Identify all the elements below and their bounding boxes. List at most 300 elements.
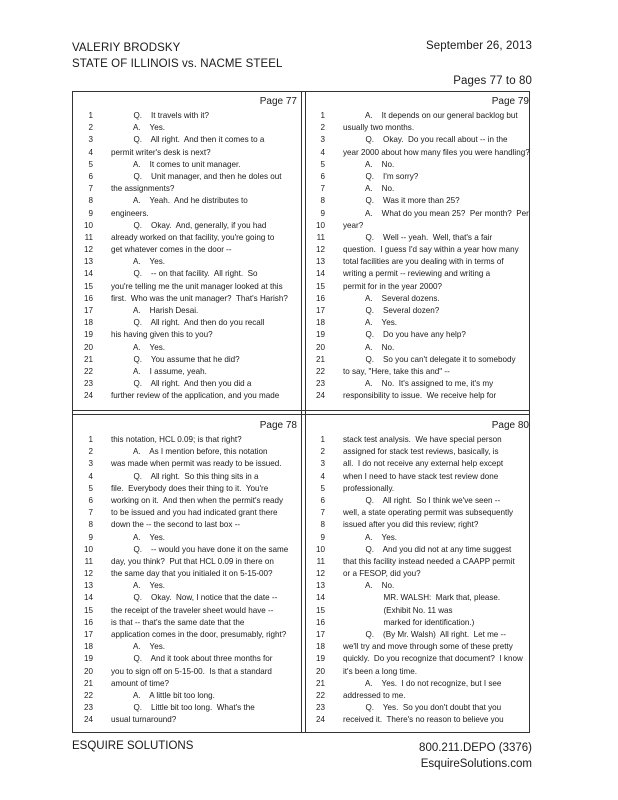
line-number: 21 <box>83 354 93 364</box>
line-number: 5 <box>88 483 93 493</box>
line-number: 2 <box>88 447 93 457</box>
transcript-line <box>309 446 531 458</box>
transcript-line <box>309 458 531 470</box>
transcript-line <box>77 446 299 458</box>
line-number: 22 <box>315 366 325 376</box>
line-number: 24 <box>315 391 325 401</box>
transcript-line <box>77 281 299 293</box>
transcript-line <box>77 532 299 544</box>
transcript-line <box>77 232 299 244</box>
transcript-line <box>309 281 531 293</box>
line-number: 6 <box>320 495 325 505</box>
line-text: A. A little bit too long. <box>111 690 215 700</box>
transcript-line <box>309 329 531 341</box>
transcript-line <box>309 666 531 678</box>
transcript-line <box>77 592 299 604</box>
line-text: received it. There's no reason to believe you <box>343 715 504 725</box>
line-number: 3 <box>320 135 325 145</box>
transcript-page-78 <box>77 418 299 730</box>
line-text: A. No. <box>343 159 395 169</box>
transcript-line <box>77 256 299 268</box>
line-number: 16 <box>83 293 93 303</box>
transcript-line <box>309 519 531 531</box>
line-text: the receipt of the traveler sheet would have -- <box>111 605 274 615</box>
line-text: A. Several dozens. <box>343 293 440 303</box>
line-text: Q. Was it more than 25? <box>343 196 460 206</box>
line-text: usually two months. <box>343 123 415 133</box>
transcript-line <box>309 544 531 556</box>
line-number: 1 <box>320 435 325 444</box>
transcript-line <box>309 690 531 702</box>
transcript-line <box>77 690 299 702</box>
line-number: 10 <box>83 220 93 230</box>
transcript-line <box>77 171 299 183</box>
transcript-line <box>77 519 299 531</box>
line-number: 15 <box>315 605 325 615</box>
line-number: 6 <box>320 171 325 181</box>
transcript-line <box>309 317 531 329</box>
transcript-line <box>77 702 299 714</box>
line-number: 16 <box>315 617 325 627</box>
line-number: 4 <box>320 471 325 481</box>
line-number: 4 <box>320 147 325 157</box>
transcript-line <box>309 568 531 580</box>
transcript-line <box>77 666 299 678</box>
line-text: his having given this to you? <box>111 330 213 340</box>
line-number: 21 <box>83 678 93 688</box>
line-number: 4 <box>88 147 93 157</box>
transcript-line <box>309 220 531 232</box>
line-number: 18 <box>315 642 325 652</box>
line-number: 1 <box>88 111 93 120</box>
line-text: Q. Do you have any help? <box>343 330 466 340</box>
line-text: permit writer's desk is next? <box>111 147 211 157</box>
line-text: A. No. <box>343 342 395 352</box>
line-text: the assignments? <box>111 184 175 194</box>
line-number: 22 <box>83 690 93 700</box>
line-number: 24 <box>83 391 93 401</box>
line-number: 15 <box>315 281 325 291</box>
line-text: you to sign off on 5-15-00. Is that a standard <box>111 666 272 676</box>
line-text: A. Yes. <box>343 532 397 542</box>
transcript-line <box>309 507 531 519</box>
line-text: Q. It travels with it? <box>111 111 210 120</box>
line-text: addressed to me. <box>343 690 406 700</box>
line-number: 14 <box>83 269 93 279</box>
line-text: quickly. Do you recognize that document? I know <box>343 654 523 664</box>
line-number: 3 <box>88 459 93 469</box>
transcript-line <box>309 208 531 220</box>
line-text: A. Yes. <box>111 123 165 133</box>
line-number: 2 <box>320 447 325 457</box>
line-text: MR. WALSH: Mark that, please. <box>343 593 501 603</box>
line-number: 23 <box>315 703 325 713</box>
transcript-line <box>309 605 531 617</box>
line-text: A. No. <box>343 581 395 591</box>
transcript-line <box>77 110 299 122</box>
line-number: 18 <box>315 318 325 328</box>
transcript-line <box>309 171 531 183</box>
line-text: Q. All right. And then do you recall <box>111 318 265 328</box>
transcript-line <box>77 220 299 232</box>
transcript-line <box>309 354 531 366</box>
line-number: 13 <box>83 257 93 267</box>
row-divider <box>73 414 529 415</box>
line-number: 15 <box>83 281 93 291</box>
line-number: 4 <box>88 471 93 481</box>
footer-contact <box>419 740 532 772</box>
line-number: 9 <box>320 208 325 218</box>
line-text: to be issued and you had indicated grant there <box>111 508 278 518</box>
line-number: 14 <box>83 593 93 603</box>
transcript-line <box>309 580 531 592</box>
line-number: 19 <box>315 330 325 340</box>
line-text: Q. -- on that facility. All right. So <box>111 269 258 279</box>
line-text: Q. All right. So this thing sits in a <box>111 471 259 481</box>
line-number: 8 <box>320 520 325 530</box>
transcript-line <box>77 183 299 195</box>
transcript-line <box>77 134 299 146</box>
transcript-line <box>309 159 531 171</box>
transcript-page-79 <box>309 94 531 406</box>
transcript-line <box>309 617 531 629</box>
line-text: A. No. <box>343 184 395 194</box>
line-number: 12 <box>83 245 93 255</box>
line-number: 5 <box>88 159 93 169</box>
line-text: A. Yes. <box>111 532 165 542</box>
transcript-line <box>309 122 531 134</box>
row-divider <box>73 410 529 411</box>
phone-number: 800.211.DEPO (3376) <box>419 742 532 754</box>
line-number: 17 <box>83 306 93 315</box>
line-number: 11 <box>316 232 325 242</box>
page-number: Page 80 <box>491 420 529 431</box>
transcript-line <box>77 495 299 507</box>
line-number: 20 <box>315 666 325 676</box>
line-text: first. Who was the unit manager? That's Harish? <box>111 293 288 303</box>
line-text: Q. And it took about three months for <box>111 654 273 664</box>
line-number: 18 <box>83 318 93 328</box>
line-number: 21 <box>315 354 325 364</box>
line-number: 10 <box>83 544 93 554</box>
line-text: Q. Okay. Do you recall about -- in the <box>343 135 508 145</box>
transcript-line <box>77 147 299 159</box>
line-number: 22 <box>315 690 325 700</box>
line-number: 16 <box>315 293 325 303</box>
line-text: permit for in the year 2000? <box>343 281 442 291</box>
transcript-line <box>309 471 531 483</box>
line-text: total facilities are you dealing with in terms of <box>343 257 504 267</box>
line-text: Q. -- would you have done it on the same <box>111 544 289 554</box>
line-text: Q. You assume that he did? <box>111 354 240 364</box>
transcript-line <box>309 556 531 568</box>
transcript-line <box>77 568 299 580</box>
transcript-line <box>309 268 531 280</box>
line-number: 17 <box>315 630 325 639</box>
transcript-line <box>309 678 531 690</box>
line-number: 2 <box>88 123 93 133</box>
transcript-line <box>77 653 299 665</box>
line-text: well, a state operating permit was subsequently <box>343 508 514 518</box>
line-number: 6 <box>88 171 93 181</box>
line-number: 2 <box>320 123 325 133</box>
line-text: you're telling me the unit manager looked at this <box>111 281 283 291</box>
line-text: A. Yes. <box>111 642 165 652</box>
line-text: Q. So you can't delegate it to somebody <box>343 354 516 364</box>
page-number: Page 79 <box>491 96 529 107</box>
transcript-line <box>77 617 299 629</box>
deposition-date: September 26, 2013 <box>425 40 532 52</box>
line-text: already worked on that facility, you're going to <box>111 232 275 242</box>
line-number: 11 <box>84 232 93 242</box>
line-text: all. I do not receive any external help except <box>343 459 504 469</box>
line-text: Q. Well -- yeah. Well, that's a fair <box>343 232 493 242</box>
transcript-line <box>77 195 299 207</box>
transcript-line <box>309 378 531 390</box>
case-title: STATE OF ILLINOIS vs. NACME STEEL <box>72 58 283 70</box>
line-text: this notation, HCL 0.09; is that right? <box>111 435 242 444</box>
line-text: file. Everybody does their thing to it. You're <box>111 483 269 493</box>
line-number: 7 <box>88 184 93 194</box>
transcript-line <box>77 390 299 402</box>
transcript-line <box>309 232 531 244</box>
line-number: 1 <box>320 111 325 120</box>
transcript-line <box>77 507 299 519</box>
transcript-line <box>77 556 299 568</box>
line-text: it's been a long time. <box>343 666 417 676</box>
line-text: when I need to have stack test review done <box>343 471 499 481</box>
line-number: 20 <box>83 342 93 352</box>
line-number: 20 <box>83 666 93 676</box>
line-text: writing a permit -- reviewing and writing a <box>343 269 491 279</box>
line-text: Q. Several dozen? <box>343 306 440 315</box>
transcript-line <box>309 629 531 641</box>
line-text: Q. And you did not at any time suggest <box>343 544 512 554</box>
transcript-line <box>309 293 531 305</box>
line-text: Q. Unit manager, and then he doles out <box>111 171 282 181</box>
transcript-line <box>309 390 531 402</box>
line-number: 1 <box>88 435 93 444</box>
column-divider <box>305 92 306 732</box>
column-divider <box>301 92 302 732</box>
transcript-line <box>309 366 531 378</box>
transcript-page-77 <box>77 94 299 406</box>
transcript-line <box>309 134 531 146</box>
line-text: application comes in the door, presumably, right? <box>111 630 287 639</box>
line-text: Q. Little bit too long. What's the <box>111 703 255 713</box>
line-text: A. What do you mean 25? Per month? Per <box>343 208 529 218</box>
line-text: or a FESOP, did you? <box>343 569 421 579</box>
line-number: 3 <box>88 135 93 145</box>
line-text: Q. All right. And then you did a <box>111 379 252 389</box>
line-number: 12 <box>315 569 325 579</box>
page-number: Page 78 <box>259 420 297 431</box>
transcript-line <box>309 702 531 714</box>
line-text: year? <box>343 220 364 230</box>
line-text: engineers. <box>111 208 149 218</box>
line-text: A. I assume, yeah. <box>111 366 207 376</box>
line-number: 7 <box>320 508 325 518</box>
line-number: 23 <box>83 703 93 713</box>
line-text: further review of the application, and you made <box>111 391 280 401</box>
case-header <box>72 40 283 72</box>
line-number: 9 <box>320 532 325 542</box>
transcript-line <box>77 471 299 483</box>
transcript-line <box>77 580 299 592</box>
line-number: 12 <box>83 569 93 579</box>
witness-name: VALERIY BRODSKY <box>72 42 181 54</box>
transcript-line <box>309 641 531 653</box>
transcript-line <box>77 159 299 171</box>
transcript-line <box>77 483 299 495</box>
line-text: working on it. And then when the permit's ready <box>111 495 284 505</box>
line-text: Q. Okay. And, generally, if you had <box>111 220 267 230</box>
transcript-line <box>309 256 531 268</box>
line-text: the same day that you initialed it on 5-15-00? <box>111 569 273 579</box>
transcript-line <box>309 147 531 159</box>
line-number: 13 <box>83 581 93 591</box>
line-text: to say, "Here, take this and" -- <box>343 366 450 376</box>
line-text: get whatever comes in the door -- <box>111 245 232 255</box>
transcript-line <box>77 244 299 256</box>
line-number: 18 <box>83 642 93 652</box>
line-text: Q. I'm sorry? <box>343 171 419 181</box>
line-text: we'll try and move through some of these pretty <box>343 642 513 652</box>
line-text: that this facility instead needed a CAAPP permit <box>343 556 515 566</box>
transcript-line <box>309 495 531 507</box>
line-number: 15 <box>83 605 93 615</box>
line-number: 19 <box>83 654 93 664</box>
line-number: 8 <box>88 520 93 530</box>
transcript-line <box>77 641 299 653</box>
transcript-line <box>309 653 531 665</box>
line-number: 11 <box>84 556 93 566</box>
line-text: year 2000 about how many files you were handling? <box>343 147 530 157</box>
line-text: Q. All right. So I think we've seen -- <box>343 495 501 505</box>
line-text: is that -- that's the same date that the <box>111 617 245 627</box>
website-link[interactable]: EsquireSolutions.com <box>420 758 532 770</box>
line-number: 23 <box>315 379 325 389</box>
transcript-line <box>77 293 299 305</box>
line-number: 9 <box>88 532 93 542</box>
line-text: usual turnaround? <box>111 715 177 725</box>
transcript-line <box>77 268 299 280</box>
line-number: 24 <box>83 715 93 725</box>
line-text: day, you think? Put that HCL 0.09 in there on <box>111 556 274 566</box>
line-text: A. Yeah. And he distributes to <box>111 196 248 206</box>
line-number: 13 <box>315 257 325 267</box>
line-text: A. No. It's assigned to me, it's my <box>343 379 494 389</box>
line-text: question. I guess I'd say within a year how many <box>343 245 519 255</box>
line-text: A. Yes. I do not recognize, but I see <box>343 678 502 688</box>
line-number: 10 <box>315 220 325 230</box>
line-text: Q. Yes. So you don't doubt that you <box>343 703 502 713</box>
line-text: A. As I mention before, this notation <box>111 447 268 457</box>
line-text: was made when permit was ready to be issued. <box>111 459 282 469</box>
line-text: A. Yes. <box>111 342 165 352</box>
line-number: 16 <box>83 617 93 627</box>
line-text: marked for identification.) <box>343 617 475 627</box>
page-range: Pages 77 to 80 <box>453 75 532 87</box>
line-number: 7 <box>320 184 325 194</box>
line-number: 17 <box>83 630 93 639</box>
line-number: 20 <box>315 342 325 352</box>
line-number: 17 <box>315 306 325 315</box>
line-text: assigned for stack test reviews, basically, is <box>343 447 499 457</box>
transcript-line <box>77 366 299 378</box>
line-number: 13 <box>315 581 325 591</box>
transcript-line <box>77 342 299 354</box>
line-number: 5 <box>320 159 325 169</box>
line-text: A. It comes to unit manager. <box>111 159 241 169</box>
line-number: 7 <box>88 508 93 518</box>
line-number: 14 <box>315 269 325 279</box>
line-number: 14 <box>315 593 325 603</box>
transcript-line <box>309 110 531 122</box>
transcript-line <box>309 532 531 544</box>
court-reporter-name: ESQUIRE SOLUTIONS <box>72 740 194 752</box>
line-text: A. It depends on our general backlog but <box>343 111 518 120</box>
line-text: A. Yes. <box>111 257 165 267</box>
line-number: 22 <box>83 366 93 376</box>
line-text: A. Harish Desai. <box>111 306 199 315</box>
line-text: Q. Okay. Now, I notice that the date -- <box>111 593 278 603</box>
transcript-line <box>77 122 299 134</box>
line-text: stack test analysis. We have special person <box>343 435 502 444</box>
transcript-line <box>77 317 299 329</box>
transcript-line <box>77 678 299 690</box>
transcript-line <box>309 195 531 207</box>
line-number: 3 <box>320 459 325 469</box>
line-text: responsibility to issue. We receive help for <box>343 391 497 401</box>
transcript-line <box>77 544 299 556</box>
line-text: A. Yes. <box>343 318 397 328</box>
transcript-line <box>77 605 299 617</box>
transcript-line <box>309 434 531 446</box>
line-number: 8 <box>88 196 93 206</box>
transcript-line <box>77 305 299 317</box>
line-number: 12 <box>315 245 325 255</box>
transcript-line <box>77 329 299 341</box>
line-text: A. Yes. <box>111 581 165 591</box>
transcript-line <box>77 208 299 220</box>
line-number: 23 <box>83 379 93 389</box>
transcript-line <box>77 434 299 446</box>
transcript-grid <box>72 91 530 733</box>
transcript-line <box>309 483 531 495</box>
line-text: Q. (By Mr. Walsh) All right. Let me -- <box>343 630 506 639</box>
line-number: 24 <box>315 715 325 725</box>
line-number: 21 <box>315 678 325 688</box>
line-number: 6 <box>88 495 93 505</box>
line-number: 11 <box>316 556 325 566</box>
transcript-line <box>77 458 299 470</box>
line-text: issued after you did this review; right? <box>343 520 479 530</box>
transcript-line <box>77 354 299 366</box>
transcript-line <box>309 183 531 195</box>
transcript-line <box>309 342 531 354</box>
transcript-line <box>309 714 531 726</box>
line-number: 19 <box>315 654 325 664</box>
line-number: 19 <box>83 330 93 340</box>
transcript-line <box>309 244 531 256</box>
line-text: (Exhibit No. 11 was <box>343 605 453 615</box>
page-number: Page 77 <box>259 96 297 107</box>
line-text: professionally. <box>343 483 395 493</box>
transcript-line <box>309 305 531 317</box>
line-text: amount of time? <box>111 678 170 688</box>
line-number: 8 <box>320 196 325 206</box>
